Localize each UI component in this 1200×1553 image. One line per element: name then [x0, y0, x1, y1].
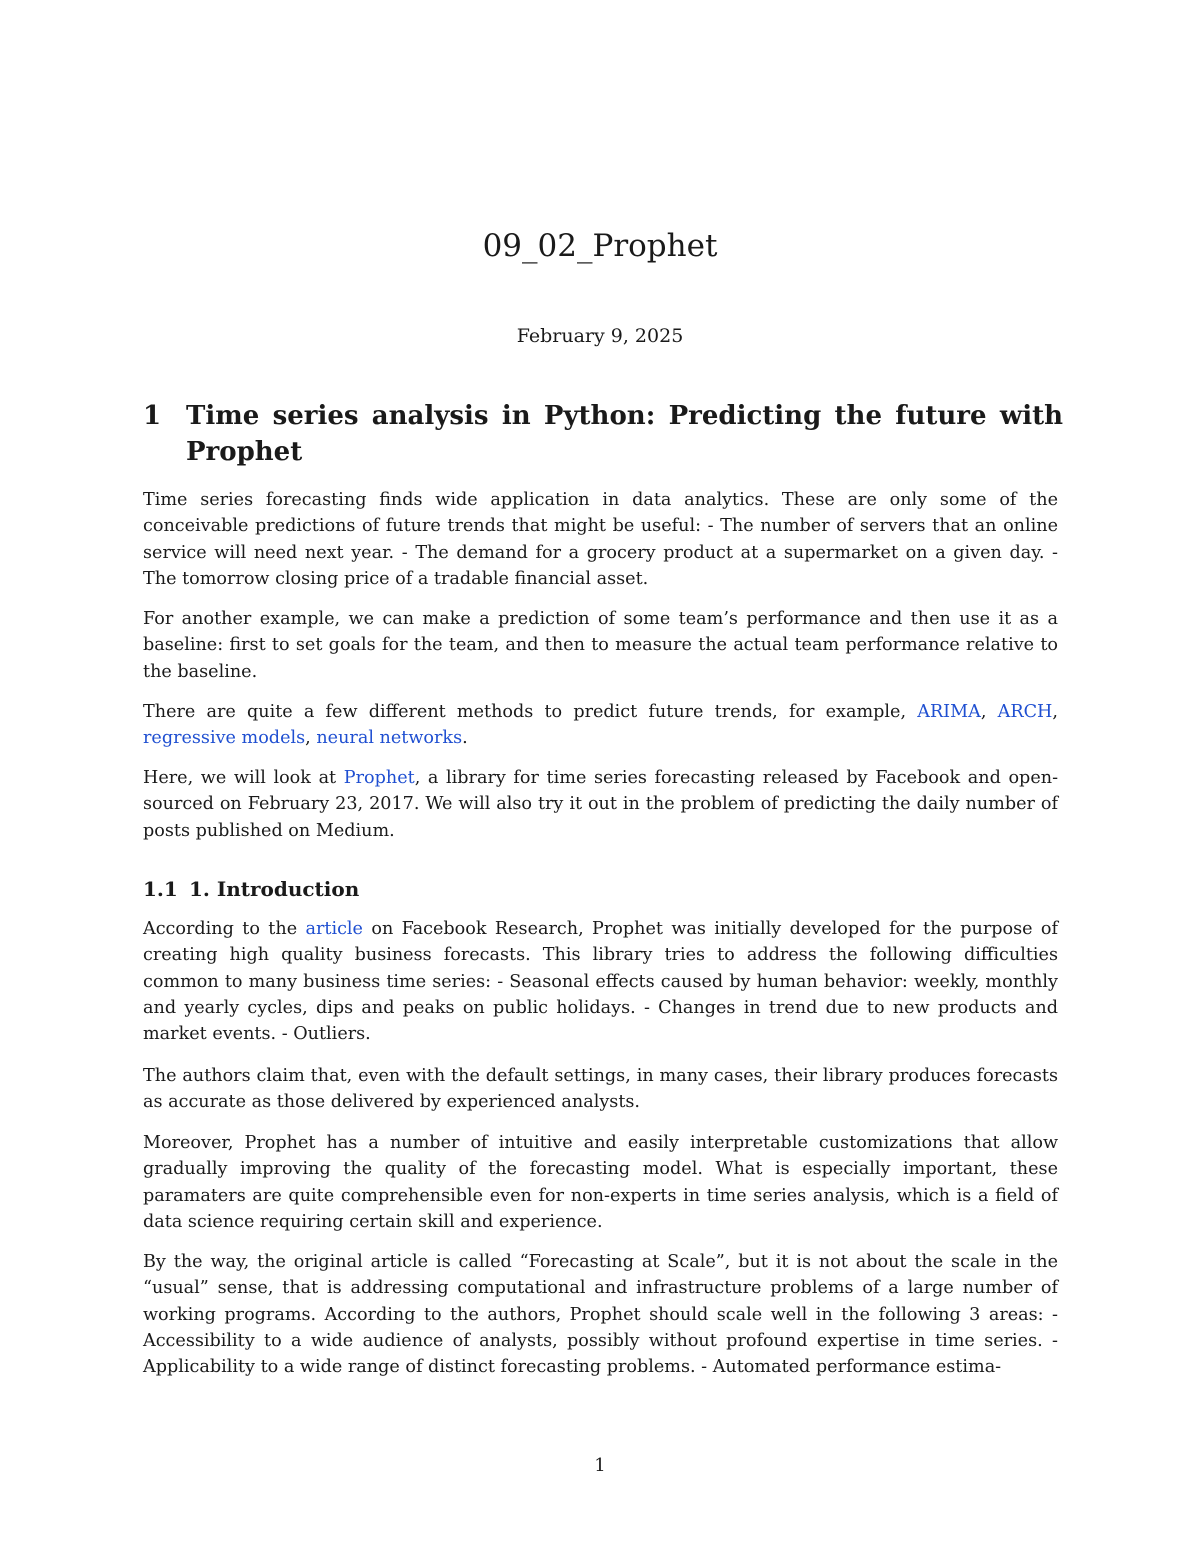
- section-number: 1: [143, 401, 162, 431]
- link-arima[interactable]: ARIMA: [917, 702, 981, 722]
- text-span: , a library for time series forecasting released by Facebook and open-sourced on February 23, 2017. We will also try it out in the problem of predicting the daily number of posts published on Medium.: [143, 768, 1059, 841]
- paragraph-customizations: Moreover, Prophet has a number of intuitive and easily interpretable customizations that allow gradually improving the quality of the forecasting model. What is especially important, these paramaters are quite comprehensible even for non-experts in time series analysis, which is a field of data science requiring certain skill and experience.: [143, 1133, 1058, 1232]
- text-span: .: [462, 728, 468, 749]
- paragraph-team-example: For another example, we can make a prediction of some team’s performance and then use it as a baseline: first to set goals for the team, and then to measure the actual team performance relative to the baseline.: [143, 609, 1058, 682]
- text-span: According to the: [143, 919, 306, 939]
- text-span: on Facebook Research, Prophet was initially developed for the purpose of creating high quality business forecasts. This library tries to address the following difficulties common to many business time series: - Seasonal effects caused by human behavior: weekly, monthly and yearly cycles, dips and peaks on public holidays. - Changes in trend due to new products and market events. - Outliers.: [143, 919, 1058, 1045]
- text-span: Here, we will look at: [143, 768, 344, 788]
- paragraph-prophet-overview: [143, 765, 1058, 844]
- text-span: ,: [1052, 702, 1058, 722]
- section-heading: [143, 398, 1063, 470]
- link-neural-networks[interactable]: neural networks: [316, 728, 463, 749]
- link-regressive-models[interactable]: regressive models: [143, 728, 306, 749]
- document-title: 09_02_Prophet: [482, 228, 718, 264]
- subsection-heading: [143, 877, 359, 901]
- paragraph-forecasting-intro: Time series forecasting finds wide application in data analytics. These are only some of the conceivable predictions of future trends that might be useful: - The number of servers that an online service will need next year. - The demand for a grocery product at a supermarket on a given day. - The tomorrow closing price of a tradable financial asset.: [143, 490, 1058, 589]
- text-span: There are quite a few different methods to predict future trends, for example,: [143, 702, 918, 722]
- paragraph-scale: By the way, the original article is called “Forecasting at Scale”, but it is not about the scale in the “usual” sense, that is addressing computational and infrastructure problems of a large number of working programs. According to the authors, Prophet should scale well in the following 3 areas: - Accessibility to a wide audience of analysts, possibly without profound expertise in time series. - Applicability to a wide range of distinct forecasting problems. - Automated performance estima-: [143, 1252, 1058, 1378]
- paragraph-methods: [143, 699, 1058, 752]
- subsection-number: 1.1: [143, 877, 178, 901]
- link-arch[interactable]: ARCH: [997, 702, 1053, 722]
- text-span: ,: [980, 702, 998, 722]
- page-number: 1: [594, 1455, 606, 1476]
- subsection-title: 1. Introduction: [189, 877, 360, 901]
- section-title: Time series analysis in Python: Predicting the future with Prophet: [186, 401, 1063, 467]
- text-span: ,: [305, 728, 317, 749]
- paragraph-authors-claim: The authors claim that, even with the default settings, in many cases, their library produces forecasts as accurate as those delivered by experienced analysts.: [143, 1066, 1058, 1113]
- paragraph-article: [143, 916, 1058, 1047]
- document-date: February 9, 2025: [516, 325, 684, 347]
- link-article[interactable]: article: [305, 919, 363, 939]
- link-prophet[interactable]: Prophet: [343, 768, 415, 788]
